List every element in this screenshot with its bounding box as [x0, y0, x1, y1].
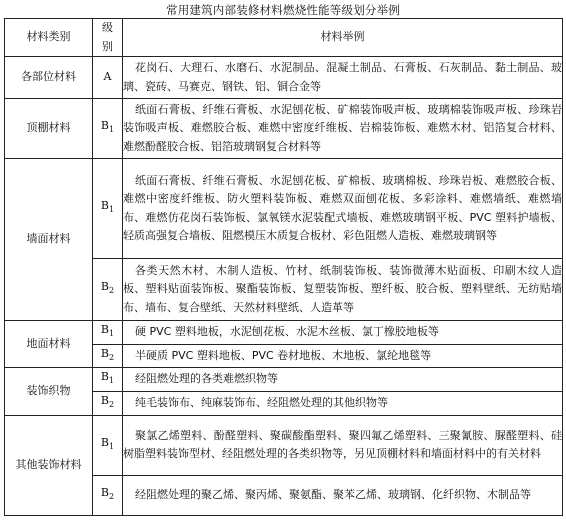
- level-cell: $B_2$: [93, 344, 123, 368]
- level-cell: $B_1$: [93, 159, 123, 259]
- header-level-top: 级: [102, 21, 113, 34]
- table-row: [5, 57, 563, 99]
- examples-cell: 半硬质 PVC 塑料地板、PVC 卷材地板、木地板、氯纶地毯等: [123, 344, 563, 368]
- examples-cell: 经阻燃处理的各类难燃织物等: [123, 368, 563, 392]
- category-cell: 其他装饰材料: [5, 415, 93, 515]
- table-caption: 常用建筑内部装修材料燃烧性能等级划分举例: [166, 3, 400, 17]
- header-examples: 材料举例: [123, 19, 563, 57]
- material-classification-table: [4, 18, 563, 516]
- category-cell: 墙面材料: [5, 159, 93, 321]
- header-category: 材料类别: [5, 19, 93, 57]
- category-cell: 各部位材料: [5, 57, 93, 99]
- table-row: [5, 99, 563, 159]
- examples-cell: 硬 PVC 塑料地板，水泥刨花板、水泥木丝板、氯丁橡胶地板等: [123, 321, 563, 345]
- category-cell: 装饰织物: [5, 368, 93, 415]
- level-cell: $B_1$: [93, 321, 123, 345]
- table-row: [5, 159, 563, 259]
- header-level-bottom: 别: [102, 39, 113, 53]
- level-cell: $B_2$: [93, 392, 123, 416]
- table-row: [5, 368, 563, 392]
- level-cell: $B_1$: [93, 415, 123, 475]
- level-cell: A: [93, 57, 123, 99]
- category-cell: 地面材料: [5, 321, 93, 368]
- examples-cell: 纸面石膏板、纤维石膏板、水泥刨花板、矿棉板、玻璃棉板、珍珠岩板、难燃胶合板、难燃中密度纤维板、防火塑料装饰板、难燃双面刨花板、多彩涂料、难燃墙纸、难燃墙布、难燃仿花岗石装饰板、氯氧镁水泥装配式墙板、难燃玻璃钢平板、PVC 塑料护墙板、轻质高强复合墙板、阻燃模压木质复合板材、彩色阻燃人造板、难燃玻璃钢等: [123, 159, 563, 259]
- table-row: [5, 321, 563, 345]
- examples-cell: 纸面石膏板、纤维石膏板、水泥刨花板、矿棉装饰吸声板、玻璃棉装饰吸声板、珍珠岩装饰吸声板、难燃胶合板、难燃中密度纤维板、岩棉装饰板、难燃木材、铝箔复合材料、难燃酚醛胶合板、铝箔玻璃钢复合材料等: [123, 99, 563, 159]
- header-row: [5, 19, 563, 57]
- category-cell: 顶棚材料: [5, 99, 93, 159]
- examples-cell: 各类天然木材、木制人造板、竹材、纸制装饰板、装饰微薄木贴面板、印刷木纹人造板、塑料贴面装饰板、聚酯装饰板、复塑装饰板、塑纤板、胶合板、塑料壁纸、无纺贴墙布、墙布、复合壁纸、天然材料壁纸、人造革等: [123, 259, 563, 321]
- level-cell: $B_2$: [93, 259, 123, 321]
- examples-cell: 花岗石、大理石、水磨石、水泥制品、混凝土制品、石膏板、石灰制品、黏土制品、玻璃、瓷砖、马赛克、钢铁、铝、铜合金等: [123, 57, 563, 99]
- level-cell: $B_1$: [93, 368, 123, 392]
- examples-cell: 经阻燃处理的聚乙烯、聚丙烯、聚氨酯、聚苯乙烯、玻璃钢、化纤织物、木制品等: [123, 475, 563, 515]
- examples-cell: 纯毛装饰布、纯麻装饰布、经阻燃处理的其他织物等: [123, 392, 563, 416]
- level-cell: $B_1$: [93, 99, 123, 159]
- level-cell: $B_2$: [93, 475, 123, 515]
- examples-cell: 聚氯乙烯塑料、酚醛塑料、聚碳酸酯塑料、聚四氟乙烯塑料、三聚氰胺、脲醛塑料、硅树脂塑料装饰型材、经阻燃处理的各类织物等，另见顶棚材料和墙面材料中的有关材料: [123, 415, 563, 475]
- table-row: [5, 415, 563, 475]
- header-level: [93, 19, 123, 57]
